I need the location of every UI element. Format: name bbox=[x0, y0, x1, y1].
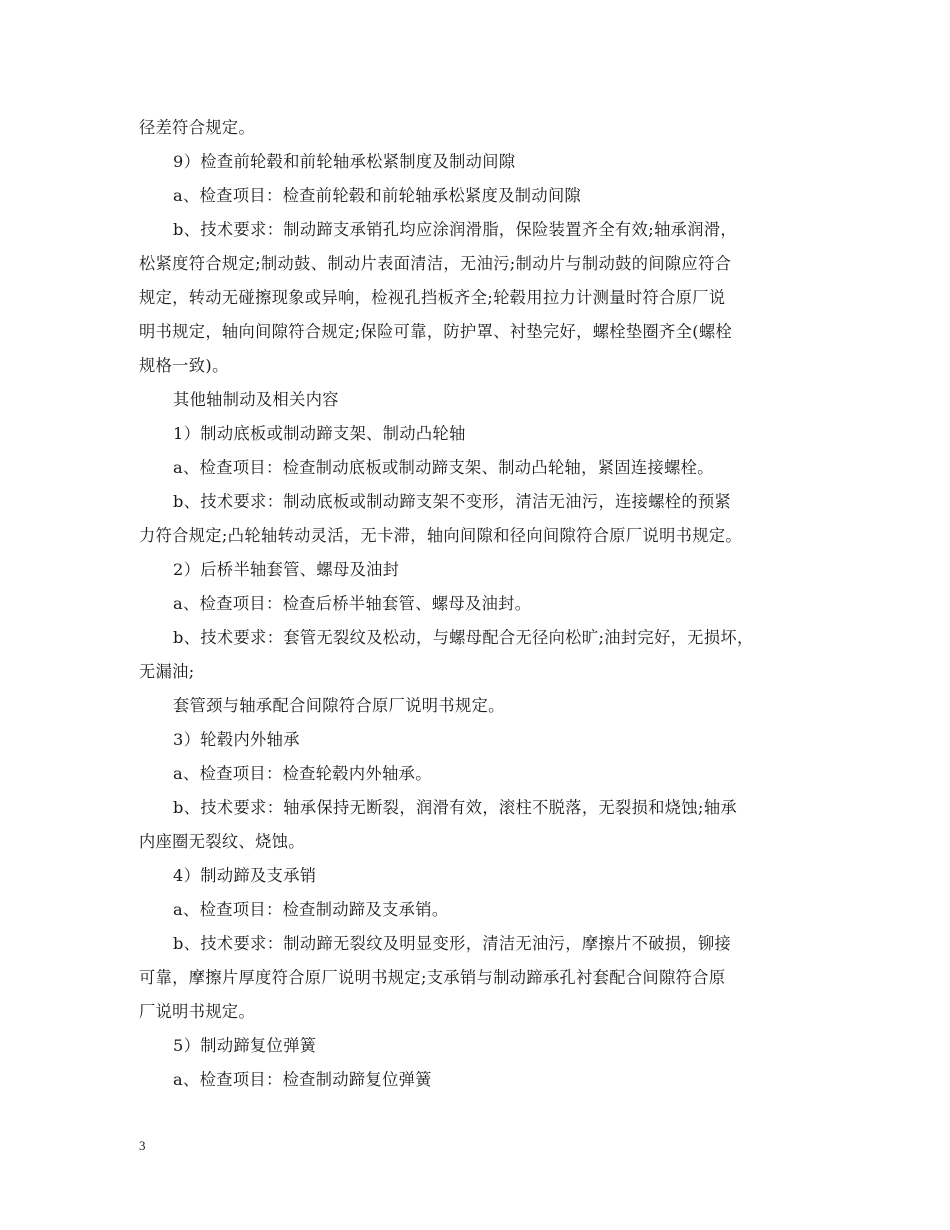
page-number: 3 bbox=[139, 1138, 146, 1153]
text-line: b、技术要求：制动蹄支承销孔均应涂润滑脂，保险装置齐全有效;轴承润滑， bbox=[173, 220, 738, 239]
text-line: 明书规定，轴向间隙符合规定;保险可靠，防护罩、衬垫完好，螺栓垫圈齐全(螺栓 bbox=[139, 322, 733, 341]
text-line: b、技术要求：套管无裂纹及松动，与螺母配合无径向松旷;油封完好，无损坏， bbox=[173, 628, 754, 647]
text-line: a、检查项目：检查制动蹄及支承销。 bbox=[173, 900, 449, 919]
text-line: 9）检查前轮毂和前轮轴承松紧制度及制动间隙 bbox=[173, 152, 516, 171]
document-body bbox=[139, 111, 819, 1097]
text-line: a、检查项目：检查前轮毂和前轮轴承松紧度及制动间隙 bbox=[173, 186, 582, 205]
text-line: a、检查项目：检查后桥半轴套管、螺母及油封。 bbox=[173, 594, 532, 613]
text-line: 松紧度符合规定;制动鼓、制动片表面清洁，无油污;制动片与制动鼓的间隙应符合 bbox=[139, 254, 732, 273]
text-line: 5）制动蹄复位弹簧 bbox=[173, 1036, 317, 1055]
text-line: 无漏油; bbox=[139, 662, 195, 681]
text-line: b、技术要求：轴承保持无断裂，润滑有效，滚柱不脱落，无裂损和烧蚀;轴承 bbox=[173, 798, 738, 817]
text-line: a、检查项目：检查轮毂内外轴承。 bbox=[173, 764, 432, 783]
text-line: b、技术要求：制动底板或制动蹄支架不变形，清洁无油污，连接螺栓的预紧 bbox=[173, 492, 732, 511]
text-line: 可靠，摩擦片厚度符合原厂说明书规定;支承销与制动蹄承孔衬套配合间隙符合原 bbox=[139, 968, 726, 987]
text-line: 厂说明书规定。 bbox=[139, 1002, 256, 1021]
text-line: 3）轮毂内外轴承 bbox=[173, 730, 300, 749]
text-line: 规格一致)。 bbox=[139, 356, 229, 375]
text-line: b、技术要求：制动蹄无裂纹及明显变形，清洁无油污，摩擦片不破损，铆接 bbox=[173, 934, 732, 953]
text-line: 径差符合规定。 bbox=[139, 118, 256, 137]
text-line: 1）制动底板或制动蹄支架、制动凸轮轴 bbox=[173, 424, 466, 443]
text-line: 规定，转动无碰擦现象或异响，检视孔挡板齐全;轮毂用拉力计测量时符合原厂说 bbox=[139, 288, 726, 307]
text-line: 其他轴制动及相关内容 bbox=[173, 390, 339, 409]
text-line: 2）后桥半轴套管、螺母及油封 bbox=[173, 560, 400, 579]
text-line: a、检查项目：检查制动底板或制动蹄支架、制动凸轮轴，紧固连接螺栓。 bbox=[173, 458, 714, 477]
text-line: 4）制动蹄及支承销 bbox=[173, 866, 317, 885]
text-line: 套管颈与轴承配合间隙符合原厂说明书规定。 bbox=[173, 696, 505, 715]
text-line: 内座圈无裂纹、烧蚀。 bbox=[139, 832, 305, 851]
text-line: a、检查项目：检查制动蹄复位弹簧 bbox=[173, 1070, 432, 1089]
text-line: 力符合规定;凸轮轴转动灵活，无卡滞，轴向间隙和径向间隙符合原厂说明书规定。 bbox=[139, 526, 743, 545]
